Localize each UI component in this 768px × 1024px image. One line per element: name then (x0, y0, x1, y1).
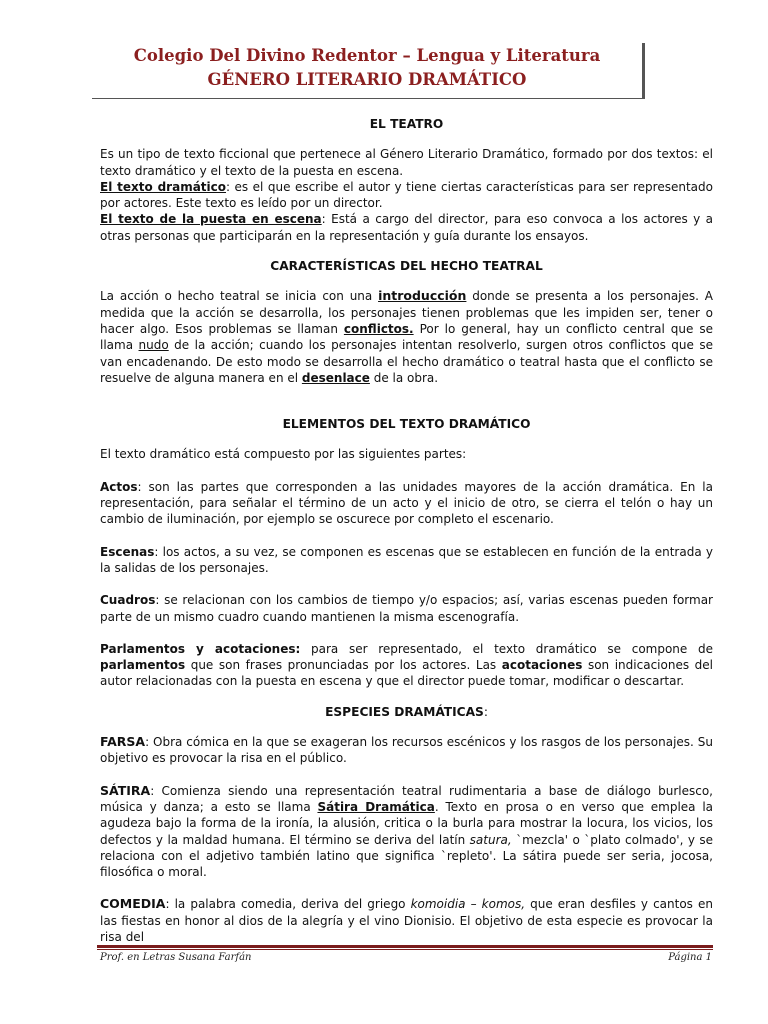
term-escenas: Escenas (100, 544, 155, 559)
paragraph-comedia: COMEDIA: la palabra comedia, deriva del griego komoidia – komos, que eran desfiles y cantos en las fiestas en honor al dios de la alegría y el vino Dionisio. El objetivo de esta especie es provocar la risa del (100, 896, 713, 944)
term-parlamentos: parlamentos (100, 658, 186, 673)
term-conflictos: conflictos. (343, 321, 414, 336)
paragraph-parlamentos: Parlamentos y acotaciones: para ser representado, el texto dramático se compone de parlamentos que son frases pronunciadas por los actores. Las acotaciones son indicaciones del autor relacionadas con la puesta en escena y que el director puede tomar, modificar o descartar. (100, 641, 713, 689)
document-body (100, 116, 713, 945)
header-title: Colegio Del Divino Redentor – Lengua y Literatura (133, 46, 601, 65)
section-title-elementos: ELEMENTOS DEL TEXTO DRAMÁTICO (282, 417, 531, 432)
paragraph-satira: SÁTIRA: Comienza siendo una representación teatral rudimentaria a base de diálogo burlesco, música y danza; a esto se llama Sátira Dramática. Texto en prosa o en verso que emplea la agudeza bajo la forma de la ironía, la alusión, critica o la burla para mostrar la locura, los vicios, los defectos y la maldad humana. El término se deriva del latín satura, `mezcla' o `plato colmado', y se relaciona con el adjetivo también latino que significa `repleto'. La sátira puede ser seria, jocosa, filosófica o moral. (100, 782, 714, 880)
term-parlamentos-acotaciones: Parlamentos y acotaciones: (100, 641, 301, 656)
page-number: Página 1 (668, 952, 712, 963)
term-cuadros: Cuadros (100, 593, 156, 608)
header-subtitle: GÉNERO LITERARIO DRAMÁTICO (207, 70, 527, 89)
header-divider (92, 98, 643, 99)
term-introduccion: introducción (378, 288, 467, 304)
paragraph-definition: Es un tipo de texto ficcional que pertenece al Género Literario Dramático, formado por dos textos: el texto dramático y el texto de la puesta en escena. (100, 147, 713, 178)
paragraph-puesta-en-escena: El texto de la puesta en escena: Está a cargo del director, para eso convoca a los actores y a otras personas que participarán en la representación y guía durante los ensayos. (100, 212, 714, 243)
term-desenlace: desenlace (301, 370, 370, 385)
footer-author: Prof. en Letras Susana Farfán (100, 952, 252, 963)
document-header (92, 44, 642, 92)
term-texto-dramatico: El texto dramático (100, 179, 227, 194)
paragraph-elementos-intro: El texto dramático está compuesto por las siguientes partes: (100, 447, 467, 462)
term-satira-dramatica: Sátira Dramática (317, 799, 435, 814)
term-satira: SÁTIRA (100, 782, 151, 798)
paragraph-farsa: FARSA: Obra cómica en la que se exageran los recursos escénicos y los rasgos de los personajes. Su objetivo es provocar la risa en el público. (100, 734, 713, 766)
paragraph-hecho-teatral: La acción o hecho teatral se inicia con una introducción donde se presenta a los personajes. A medida que la acción se desarrolla, los personajes tienen problemas que les impiden ser, tener o hacer algo. Esos problemas se llaman conflictos. Por lo general, hay un conflicto central que se llama nudo de la acción; cuando los personajes intentan resolverlo, surgen otros conflictos que se van encadenando. De esto modo se desarrolla el hecho dramático o teatral hasta que el conflicto se resuelve de alguna manera en el desenlace de la obra. (100, 288, 713, 385)
term-actos: Actos (100, 479, 138, 494)
paragraph-cuadros: Cuadros: se relacionan con los cambios de tiempo y/o espacios; así, varias escenas pueden formar parte de un mismo cuadro cuando mantienen la misma escenografía. (100, 593, 713, 624)
term-comedia: COMEDIA (100, 896, 166, 912)
paragraph-actos: Actos: son las partes que corresponden a las unidades mayores de la acción dramática. En la representación, para señalar el término de un acto y el inicio de otro, se cierra el telón o hay un cambio de iluminación, por ejemplo se oscurece por completo el escenario. (100, 479, 713, 527)
term-puesta-en-escena: El texto de la puesta en escena (100, 212, 322, 227)
term-acotaciones: acotaciones (501, 658, 583, 673)
paragraph-escenas: Escenas: los actos, a su vez, se componen es escenas que se establecen en función de la entrada y la salidas de los personajes. (100, 544, 713, 575)
footer-divider-thin (97, 949, 713, 950)
paragraph-texto-dramatico: El texto dramático: es el que escribe el autor y tiene ciertas características para ser representado por actores. Este texto es leído por un director. (100, 179, 713, 211)
section-title-caracteristicas: CARACTERÍSTICAS DEL HECHO TEATRAL (270, 259, 543, 274)
term-farsa: FARSA (100, 734, 146, 750)
footer-divider (97, 945, 713, 948)
section-title-el-teatro: EL TEATRO (369, 117, 444, 131)
section-title-especies: ESPECIES DRAMÁTICAS: (325, 704, 488, 719)
term-nudo: nudo (138, 338, 169, 353)
header-vertical-divider (642, 43, 645, 99)
